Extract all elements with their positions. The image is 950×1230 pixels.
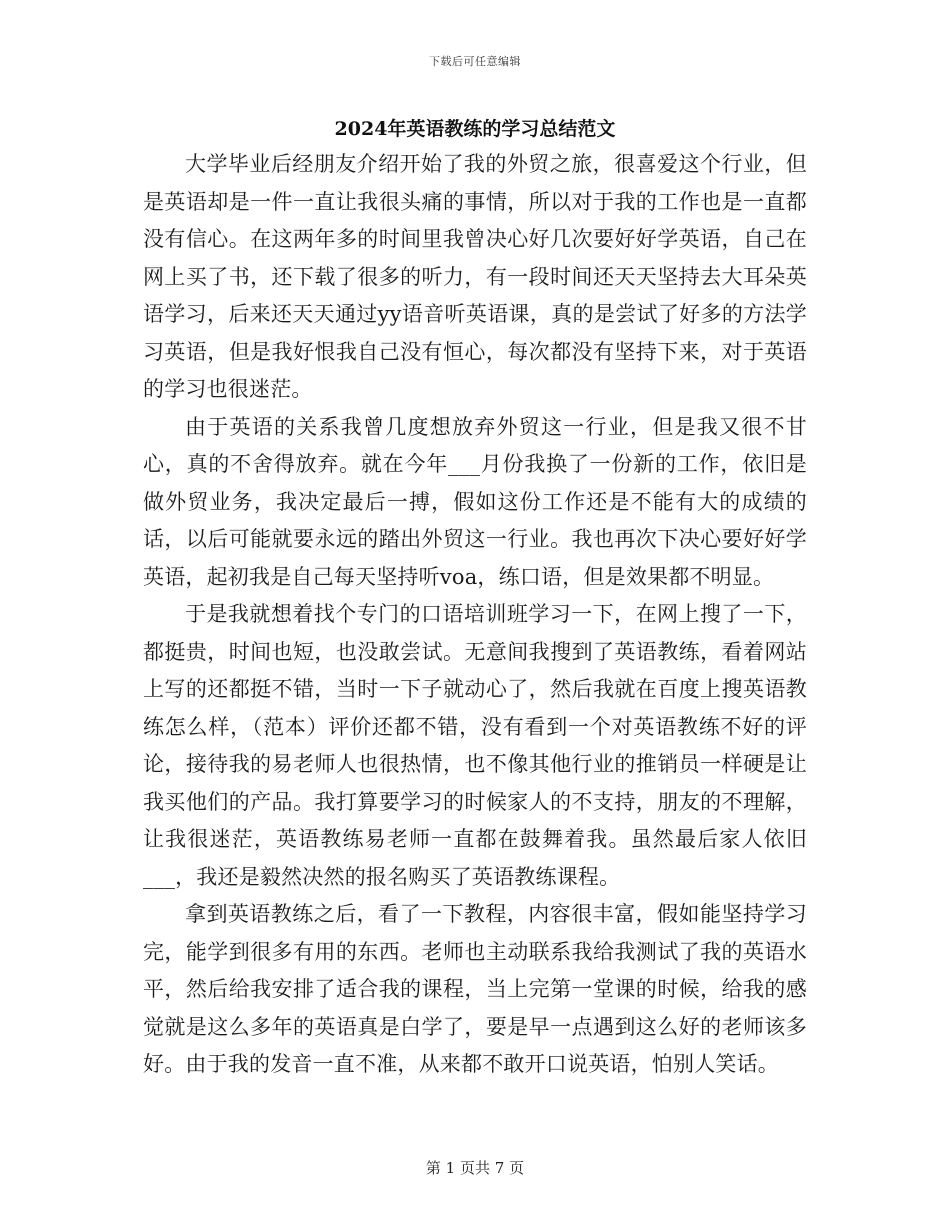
header-note: 下载后可任意编辑 — [429, 55, 521, 68]
document-title: 2024年英语教练的学习总结范文 — [334, 118, 616, 140]
paragraph-1: 大学毕业后经朋友介绍开始了我的外贸之旅，很喜爱这个行业，但是英语却是一件一直让我很头痛的事情，所以对于我的工作也是一直都没有信心。在这两年多的时间里我曾决心好几次要好好学英语，自己在网上买了书，还下载了很多的听力，有一段时间还天天坚持去大耳朵英语学习，后来还天天通过yy语音听英语课，真的是尝试了好多的方法学习英语，但是我好恨我自己没有恒心，每次都没有坚持下来，对于英语的学习也很迷茫。 — [143, 152, 807, 401]
paragraph-3: 于是我就想着找个专门的口语培训班学习一下，在网上搜了一下，都挺贵，时间也短，也没敢尝试。无意间我搜到了英语教练，看着网站上写的还都挺不错，当时一下子就动心了，然后我就在百度上搜英语教练怎么样，（范本）评价还都不错，没有看到一个对英语教练不好的评论，接待我的易老师人也很热情，也不像其他行业的推销员一样硬是让我买他们的产品。我打算要学习的时候家人的不支持，朋友的不理解，让我很迷茫，英语教练易老师一直都在鼓舞着我。虽然最后家人依旧___，我还是毅然决然的报名购买了英语教练课程。 — [143, 602, 807, 889]
document-body — [143, 146, 807, 1084]
page-number: 第 1 页共 7 页 — [425, 1159, 525, 1177]
paragraph-4: 拿到英语教练之后，看了一下教程，内容很丰富，假如能坚持学习完，能学到很多有用的东西。老师也主动联系我给我测试了我的英语水平，然后给我安排了适合我的课程，当上完第一堂课的时候，给我的感觉就是这么多年的英语真是白学了，要是早一点遇到这么好的老师该多好。由于我的发音一直不准，从来都不敢开口说英语，怕别人笑话。 — [143, 902, 807, 1076]
paragraph-2: 由于英语的关系我曾几度想放弃外贸这一行业，但是我又很不甘心，真的不舍得放弃。就在今年___月份我换了一份新的工作，依旧是做外贸业务，我决定最后一搏，假如这份工作还是不能有大的成绩的话，以后可能就要永远的踏出外贸这一行业。我也再次下决心要好好学英语，起初我是自己每天坚持听voa，练口语，但是效果都不明显。 — [143, 414, 807, 589]
